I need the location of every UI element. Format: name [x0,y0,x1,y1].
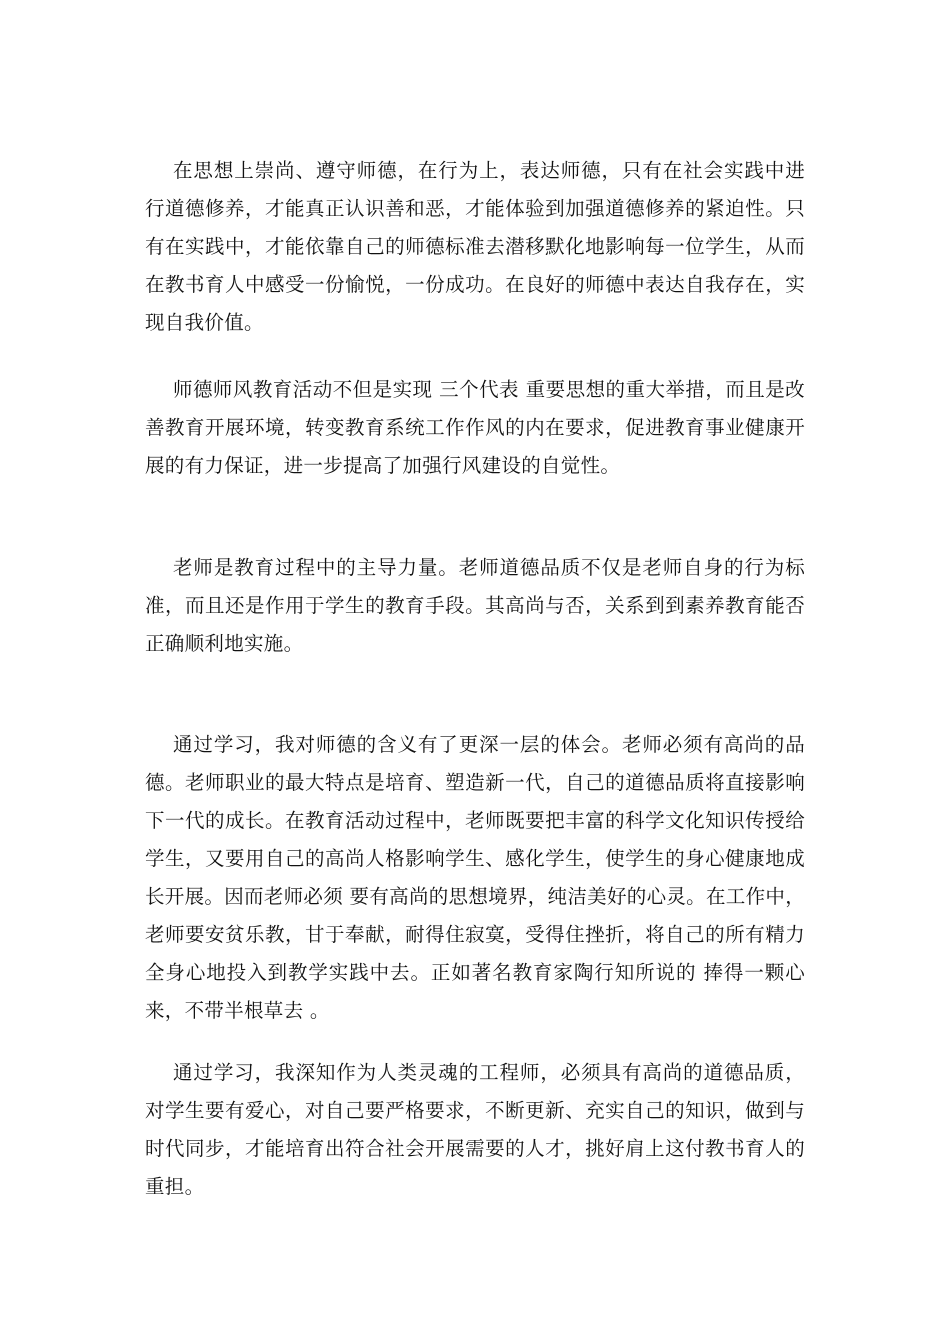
paragraph-1: 在思想上崇尚、遵守师德，在行为上，表达师德，只有在社会实践中进行道德修养，才能真正认识善和恶，才能体验到加强道德修养的紧迫性。只有在实践中，才能依靠自己的师德标准去潜移默化地影响每一位学生，从而在教书育人中感受一份愉悦，一份成功。在良好的师德中表达自我存在，实现自我价值。 [145,159,805,334]
paragraph-5: 通过学习，我深知作为人类灵魂的工程师，必须具有高尚的道德品质，对学生要有爱心，对自己要严格要求，不断更新、充实自己的知识，做到与时代同步，才能培育出符合社会开展需要的人才，挑好肩上这付教书育人的重担。 [145,1061,805,1198]
paragraph-4: 通过学习，我对师德的含义有了更深一层的体会。老师必须有高尚的品德。老师职业的最大特点是培育、塑造新一代，自己的道德品质将直接影响下一代的成长。在教育活动过程中，老师既要把丰富的科学文化知识传授给学生，又要用自己的高尚人格影响学生、感化学生，使学生的身心健康地成长开展。因而老师必须 要有高尚的思想境界，纯洁美好的心灵。在工作中，老师要安贫乐教，甘于奉献，耐得住寂寞，受得住挫折，将自己的所有精力全身心地投入到教学实践中去。正如著名教育家陶行知所说的 捧得一颗心来，不带半根草去 。 [145,733,805,1022]
paragraph-3: 老师是教育过程中的主导力量。老师道德品质不仅是老师自身的行为标准，而且还是作用于学生的教育手段。其高尚与否，关系到到素养教育能否正确顺利地实施。 [145,556,805,655]
paragraph-2: 师德师风教育活动不但是实现 三个代表 重要思想的重大举措，而且是改善教育开展环境，转变教育系统工作作风的内在要求，促进教育事业健康开展的有力保证，进一步提高了加强行风建设的自觉性。 [145,378,805,477]
